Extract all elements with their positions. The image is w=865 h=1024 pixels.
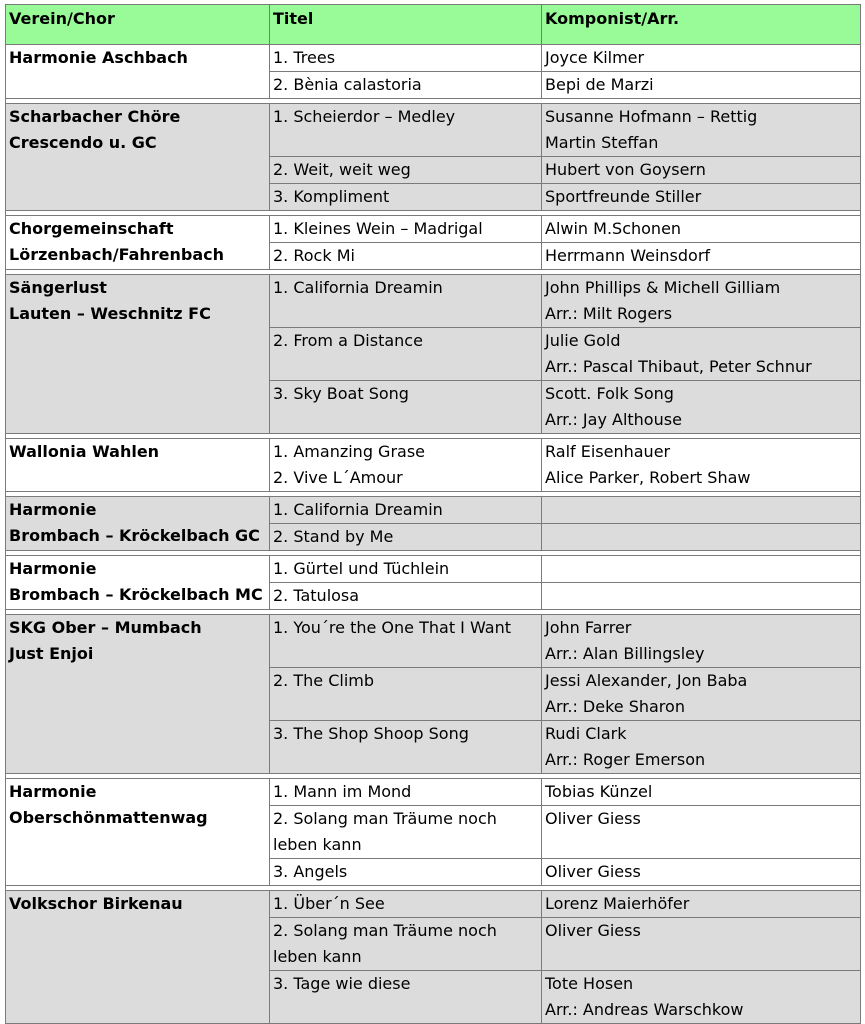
- club-cell[interactable]: [6, 439, 270, 492]
- title-line: 1. California Dreamin: [273, 278, 443, 297]
- composer-cell[interactable]: [542, 668, 861, 721]
- composer-cell[interactable]: [542, 891, 861, 918]
- title-cell[interactable]: [270, 721, 542, 774]
- composer-line: Hubert von Goysern: [545, 160, 706, 179]
- title-cell[interactable]: [270, 859, 542, 886]
- composer-line: Scott. Folk Song: [545, 384, 674, 403]
- composer-line: Bepi de Marzi: [545, 75, 654, 94]
- composer-cell[interactable]: [542, 328, 861, 381]
- composer-line: Herrmann Weinsdorf: [545, 246, 711, 265]
- composer-cell[interactable]: [542, 45, 861, 72]
- club-name-line: Harmonie: [9, 559, 97, 578]
- title-cell[interactable]: [270, 497, 542, 524]
- program-table: [5, 4, 861, 1024]
- club-name-line: Volkschor Birkenau: [9, 894, 183, 913]
- composer-cell[interactable]: [542, 615, 861, 668]
- composer-line: Tobias Künzel: [545, 782, 653, 801]
- club-cell[interactable]: [6, 104, 270, 211]
- table-row: [6, 216, 861, 243]
- composer-cell[interactable]: [542, 184, 861, 211]
- table-row: [6, 891, 861, 918]
- composer-line: Ralf Eisenhauer: [545, 442, 671, 461]
- title-line: 2. Solang man Träume noch: [273, 921, 497, 940]
- title-cell[interactable]: [270, 381, 542, 434]
- title-cell[interactable]: [270, 583, 542, 610]
- club-name-line: Harmonie: [9, 500, 97, 519]
- table-row: [6, 556, 861, 583]
- club-name-line: Chorgemeinschaft: [9, 219, 174, 238]
- title-cell[interactable]: [270, 157, 542, 184]
- title-cell[interactable]: [270, 328, 542, 381]
- title-cell[interactable]: [270, 524, 542, 551]
- club-cell[interactable]: [6, 779, 270, 886]
- club-cell[interactable]: [6, 216, 270, 270]
- composer-cell[interactable]: [542, 381, 861, 434]
- composer-cell[interactable]: [542, 583, 861, 610]
- club-name-line: Just Enjoi: [9, 644, 94, 663]
- composer-cell[interactable]: [542, 439, 861, 492]
- title-line: 3. Tage wie diese: [273, 974, 411, 993]
- title-line: 3. Angels: [273, 862, 348, 881]
- title-line: 1. Gürtel und Tüchlein: [273, 559, 450, 578]
- title-line: 2. From a Distance: [273, 331, 423, 350]
- title-line: 1. Trees: [273, 48, 336, 67]
- table-row: [6, 439, 861, 492]
- table-row: [6, 615, 861, 668]
- title-line: 2. Rock Mi: [273, 246, 355, 265]
- composer-line: Arr.: Milt Rogers: [545, 304, 673, 323]
- composer-line: Arr.: Jay Althouse: [545, 410, 682, 429]
- composer-line: Julie Gold: [545, 331, 621, 350]
- title-line: 1. Kleines Wein – Madrigal: [273, 219, 483, 238]
- title-cell[interactable]: [270, 216, 542, 243]
- composer-line: John Phillips & Michell Gilliam: [545, 278, 781, 297]
- table-row: [6, 275, 861, 328]
- composer-line: Arr.: Alan Billingsley: [545, 644, 705, 663]
- table-row: [6, 779, 861, 806]
- composer-line: Arr.: Pascal Thibaut, Peter Schnur: [545, 357, 812, 376]
- title-line: 2. The Climb: [273, 671, 374, 690]
- club-name-line: Harmonie Aschbach: [9, 48, 188, 67]
- title-cell[interactable]: [270, 556, 542, 583]
- composer-cell[interactable]: [542, 918, 861, 971]
- composer-line: Arr.: Roger Emerson: [545, 750, 706, 769]
- title-cell[interactable]: [270, 806, 542, 859]
- table-row: [6, 45, 861, 72]
- composer-cell[interactable]: [542, 556, 861, 583]
- header-title[interactable]: Titel: [270, 5, 542, 45]
- title-cell[interactable]: [270, 971, 542, 1024]
- composer-cell[interactable]: [542, 524, 861, 551]
- club-cell[interactable]: [6, 615, 270, 774]
- composer-cell[interactable]: [542, 157, 861, 184]
- composer-line: Alice Parker, Robert Shaw: [545, 468, 751, 487]
- composer-line: Joyce Kilmer: [545, 48, 645, 67]
- title-line: 2. Solang man Träume noch: [273, 809, 497, 828]
- composer-line: Alwin M.Schonen: [545, 219, 682, 238]
- composer-line: Martin Steffan: [545, 133, 659, 152]
- club-cell[interactable]: [6, 45, 270, 99]
- club-name-line: Brombach – Kröckelbach GC: [9, 526, 260, 545]
- composer-line: Arr.: Andreas Warschkow: [545, 1000, 744, 1019]
- table-body: [6, 45, 861, 1024]
- composer-cell[interactable]: [542, 721, 861, 774]
- title-line: 1. Scheierdor – Medley: [273, 107, 456, 126]
- composer-cell[interactable]: [542, 104, 861, 157]
- title-line: leben kann: [273, 947, 362, 966]
- composer-line: Sportfreunde Stiller: [545, 187, 702, 206]
- composer-cell[interactable]: [542, 971, 861, 1024]
- composer-line: Oliver Giess: [545, 862, 641, 881]
- title-line: 1. California Dreamin: [273, 500, 443, 519]
- title-cell[interactable]: [270, 243, 542, 270]
- title-cell[interactable]: [270, 779, 542, 806]
- title-cell[interactable]: [270, 891, 542, 918]
- composer-cell[interactable]: [542, 72, 861, 99]
- title-line: leben kann: [273, 835, 362, 854]
- title-line: 1. Amanzing Grase: [273, 442, 426, 461]
- table-row: [6, 104, 861, 157]
- title-line: 1. You´re the One That I Want: [273, 618, 511, 637]
- header-row: [6, 5, 861, 45]
- title-line: 2. Stand by Me: [273, 527, 394, 546]
- composer-line: Rudi Clark: [545, 724, 627, 743]
- composer-cell[interactable]: [542, 216, 861, 243]
- title-line: 2. Tatulosa: [273, 586, 360, 605]
- header-composer[interactable]: Komponist/Arr.: [542, 5, 861, 45]
- title-line: 2. Vive L´Amour: [273, 468, 403, 487]
- composer-line: Jessi Alexander, Jon Baba: [545, 671, 748, 690]
- composer-line: Oliver Giess: [545, 921, 641, 940]
- title-cell[interactable]: [270, 104, 542, 157]
- title-cell[interactable]: [270, 439, 542, 492]
- title-line: 3. The Shop Shoop Song: [273, 724, 469, 743]
- header-club[interactable]: Verein/Chor: [6, 5, 270, 45]
- club-name-line: Lauten – Weschnitz FC: [9, 304, 211, 323]
- composer-cell[interactable]: [542, 859, 861, 886]
- title-cell[interactable]: [270, 918, 542, 971]
- composer-line: John Farrer: [545, 618, 632, 637]
- composer-line: [545, 556, 860, 582]
- club-name-line: Brombach – Kröckelbach MC: [9, 585, 263, 604]
- composer-line: Arr.: Deke Sharon: [545, 697, 685, 716]
- title-line: 3. Sky Boat Song: [273, 384, 409, 403]
- title-cell[interactable]: [270, 615, 542, 668]
- club-name-line: Scharbacher Chöre: [9, 107, 181, 126]
- club-name-line: Wallonia Wahlen: [9, 442, 160, 461]
- composer-line: Lorenz Maierhöfer: [545, 894, 690, 913]
- club-name-line: Harmonie: [9, 782, 97, 801]
- composer-line: Susanne Hofmann – Rettig: [545, 107, 758, 126]
- composer-line: [545, 524, 860, 550]
- table-row: [6, 497, 861, 524]
- club-cell[interactable]: [6, 556, 270, 610]
- composer-cell[interactable]: [542, 806, 861, 859]
- club-name-line: Lörzenbach/Fahrenbach: [9, 245, 225, 264]
- title-line: 1. Mann im Mond: [273, 782, 412, 801]
- club-name-line: SKG Ober – Mumbach: [9, 618, 202, 637]
- title-cell[interactable]: [270, 184, 542, 211]
- club-cell[interactable]: [6, 497, 270, 551]
- title-cell[interactable]: [270, 72, 542, 99]
- club-name-line: Crescendo u. GC: [9, 133, 157, 152]
- club-cell[interactable]: [6, 275, 270, 434]
- composer-line: [545, 497, 860, 523]
- composer-cell[interactable]: [542, 497, 861, 524]
- title-cell[interactable]: [270, 668, 542, 721]
- title-cell[interactable]: [270, 45, 542, 72]
- title-line: 3. Kompliment: [273, 187, 390, 206]
- title-cell[interactable]: [270, 275, 542, 328]
- composer-cell[interactable]: [542, 275, 861, 328]
- club-name-line: Sängerlust: [9, 278, 107, 297]
- club-cell[interactable]: [6, 891, 270, 1024]
- composer-line: [545, 583, 860, 609]
- club-name-line: Oberschönmattenwag: [9, 808, 208, 827]
- title-line: 2. Bènia calastoria: [273, 75, 422, 94]
- composer-line: Oliver Giess: [545, 809, 641, 828]
- title-line: 2. Weit, weit weg: [273, 160, 411, 179]
- composer-cell[interactable]: [542, 779, 861, 806]
- title-line: 1. Über´n See: [273, 894, 385, 913]
- composer-line: Tote Hosen: [545, 974, 634, 993]
- composer-cell[interactable]: [542, 243, 861, 270]
